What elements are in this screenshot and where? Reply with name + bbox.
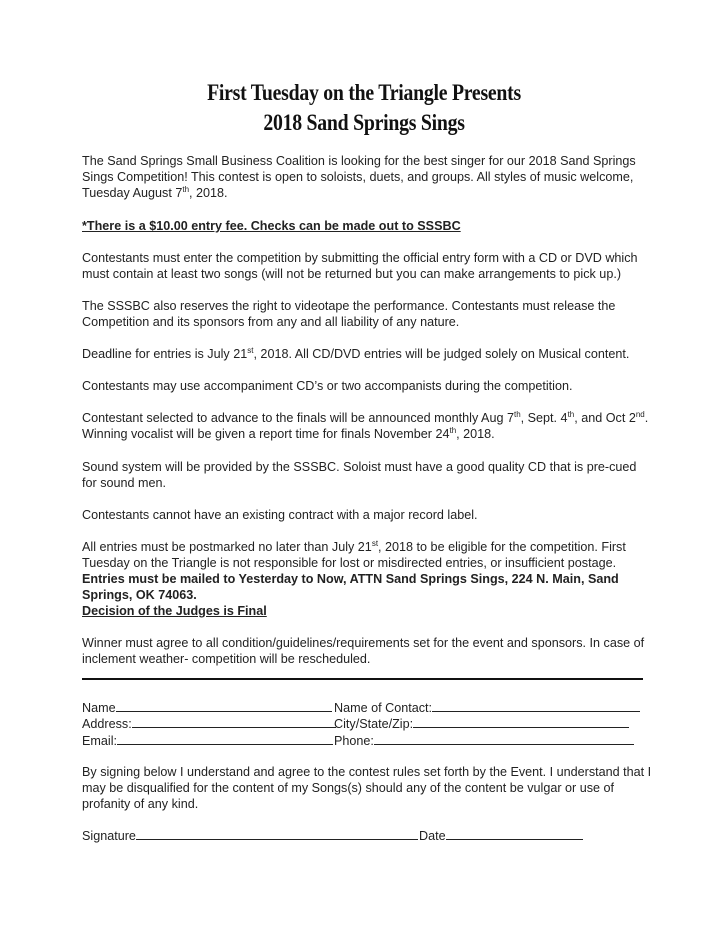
contact-line[interactable] — [432, 700, 640, 712]
date-label: Date — [419, 829, 446, 843]
city-label: City/State/Zip: — [334, 717, 414, 731]
postmark-paragraph — [82, 539, 652, 603]
contact-label: Name of Contact: — [334, 701, 432, 715]
finals-paragraph — [82, 410, 652, 442]
finals-text-c: , and Oct 2 — [574, 411, 636, 425]
email-label: Email: — [82, 734, 117, 748]
phone-field[interactable] — [334, 733, 634, 749]
deadline-text-b: , 2018. All CD/DVD entries will be judged solely on Musical content. — [253, 347, 630, 361]
finals-sup-1: th — [513, 409, 521, 419]
intro-text-b: , 2018. — [189, 186, 228, 200]
postmark-text-a: All entries must be postmarked no later than July 21 — [82, 540, 372, 554]
postmark-sup: st — [371, 538, 379, 548]
date-field[interactable] — [419, 828, 583, 844]
contract-paragraph: Contestants cannot have an existing contract with a major record label. — [82, 508, 478, 522]
deadline-sup: st — [247, 345, 254, 355]
name-line[interactable] — [116, 700, 332, 712]
finals-text-d: . Winning vocalist will be given a report time for finals November 24 — [82, 411, 649, 441]
address-field[interactable] — [82, 716, 336, 732]
name-label: Name — [82, 701, 116, 715]
sound-system-paragraph: Sound system will be provided by the SSSBC. Soloist must have a good quality CD that is pre-cued for sound men. — [82, 460, 637, 490]
name-field[interactable] — [82, 700, 332, 716]
date-line[interactable] — [446, 828, 583, 840]
address-line[interactable] — [132, 716, 336, 728]
contact-field[interactable] — [334, 700, 640, 716]
signature-label: Signature — [82, 829, 136, 843]
entry-form-paragraph: Contestants must enter the competition by submitting the official entry form with a CD or DVD which must contain at least two songs (will not be returned but you can make arrangements to pick up.) — [82, 251, 638, 281]
accompaniment-paragraph: Contestants may use accompaniment CD’s or two accompanists during the competition. — [82, 379, 573, 393]
finals-text-b: , Sept. 4 — [520, 411, 568, 425]
title-line-1: First Tuesday on the Triangle Presents — [207, 80, 521, 105]
signature-line[interactable] — [136, 828, 418, 840]
entry-fee-notice: *There is a $10.00 entry fee. Checks can be made out to SSSBC — [82, 219, 461, 233]
phone-label: Phone: — [334, 734, 374, 748]
section-divider — [82, 678, 643, 680]
deadline-text-a: Deadline for entries is July 21 — [82, 347, 248, 361]
finals-sup-3: nd — [635, 409, 645, 419]
finals-text-a: Contestant selected to advance to the finals will be announced monthly Aug 7 — [82, 411, 514, 425]
finals-sup-2: th — [567, 409, 575, 419]
finals-sup-4: th — [449, 425, 457, 435]
intro-sup: th — [182, 184, 190, 194]
signature-field[interactable] — [82, 828, 418, 844]
city-line[interactable] — [413, 716, 629, 728]
deadline-paragraph — [82, 346, 652, 362]
postmark-text-b: , 2018 to be eligible for the competition. First Tuesday on the Triangle is not responsible for lost or misdirected entries, or insufficient postage. — [82, 540, 626, 570]
intro-paragraph — [82, 153, 652, 201]
decision-heading: Decision of the Judges is Final — [82, 604, 267, 618]
email-line[interactable] — [117, 733, 333, 745]
phone-line[interactable] — [374, 733, 634, 745]
address-label: Address: — [82, 717, 132, 731]
mailing-address: Entries must be mailed to Yesterday to Now, ATTN Sand Springs Sings, 224 N. Main, Sand Springs, OK 74063. — [82, 572, 619, 602]
winner-paragraph: Winner must agree to all condition/guidelines/requirements set for the event and sponsors. In case of inclement weather- competition will be rescheduled. — [82, 636, 645, 666]
agreement-paragraph: By signing below I understand and agree to the contest rules set forth by the Event. I understand that I may be disqualified for the content of my Songs(s) should any of the content be vulgar or use of profanity of any kind. — [82, 765, 652, 811]
intro-text-a: The Sand Springs Small Business Coalition is looking for the best singer for our 2018 Sand Springs Sings Competition! This contest is open to soloists, duets, and groups. All styles of music welcome, Tuesday August 7 — [82, 154, 636, 200]
videotape-paragraph: The SSSBC also reserves the right to videotape the performance. Contestants must release the Competition and its sponsors from any and all liability of any nature. — [82, 299, 616, 329]
finals-text-e: , 2018. — [456, 427, 495, 441]
title-line-2: 2018 Sand Springs Sings — [263, 110, 465, 135]
email-field[interactable] — [82, 733, 333, 749]
city-field[interactable] — [334, 716, 629, 732]
